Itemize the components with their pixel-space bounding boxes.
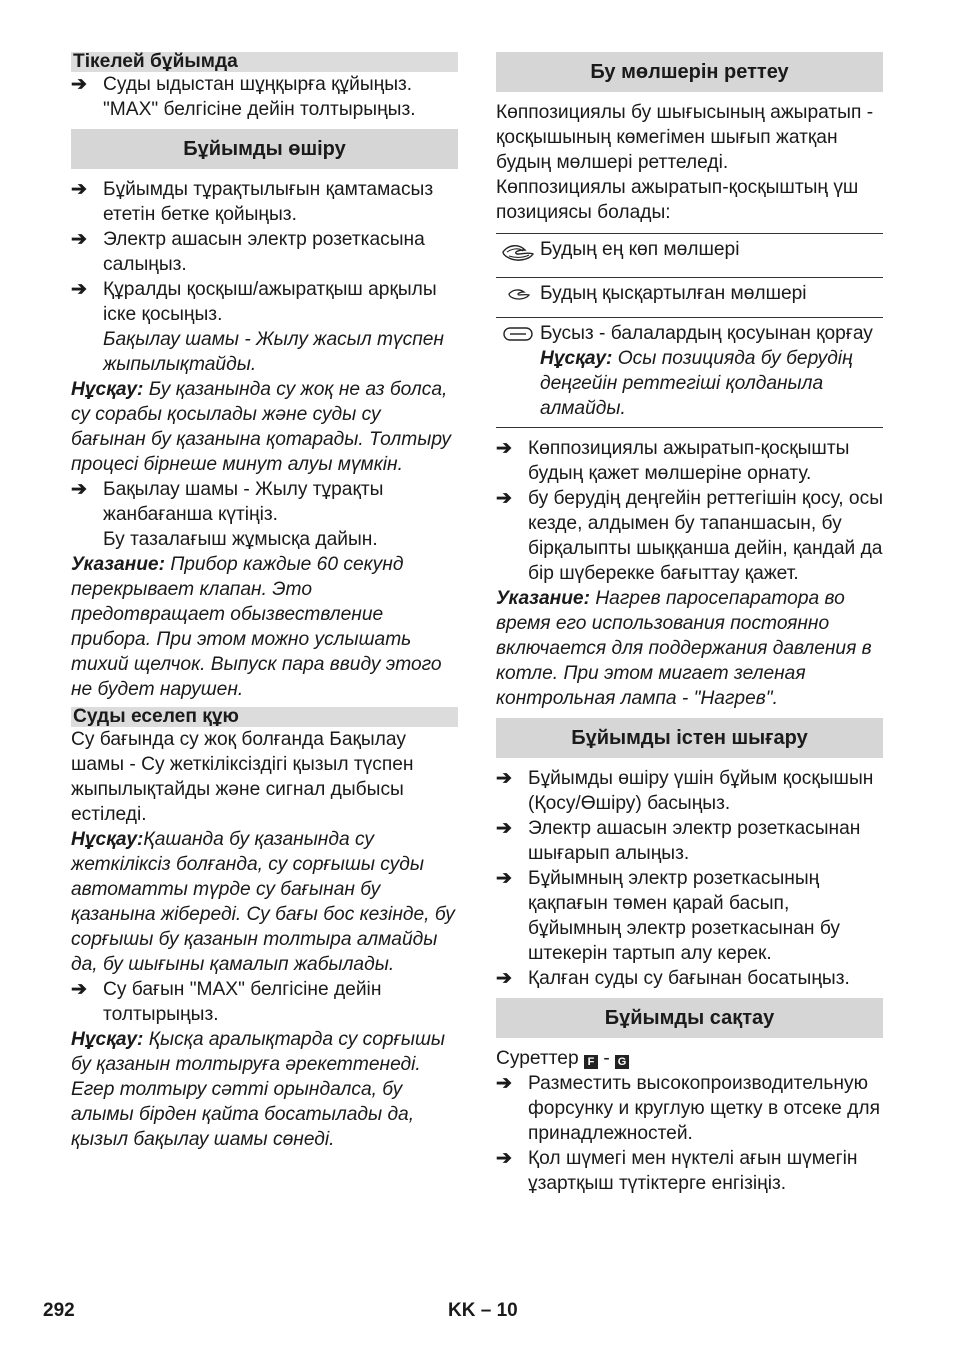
left-column — [71, 52, 458, 1152]
option-note: Нұсқау: Осы позицияда бу берудің деңгейін реттегіші қолданыла алмайды. — [540, 348, 853, 419]
arrow-icon: ➔ — [496, 438, 512, 459]
paragraph: Су бағында су жоқ болғанда Бақылау шамы - Су жеткіліксіздігі қызыл түспен жыпылықтайды және сигнал дыбысы естіледі. — [71, 729, 414, 825]
arrow-icon: ➔ — [71, 179, 87, 200]
table-row — [496, 234, 883, 278]
section-heading-decommission: Бұйымды істен шығару — [496, 718, 883, 758]
figure-f-badge: F — [584, 1055, 598, 1069]
option-label: Бусыз - балалардың қосуынан қорғау — [540, 323, 873, 344]
table-row — [496, 278, 883, 318]
arrow-icon: ➔ — [496, 968, 512, 989]
list-item: ➔ бу берудің деңгейін реттегішін қосу, осы кезде, алдымен бу тапаншасын, бу бірқалыпты шыққанша дейін, қандай да бір шүберекке бағыттау қажет. — [496, 488, 883, 584]
list-item: ➔ Құралды қосқыш/ажыратқыш арқылы іске қосыңыз. — [71, 279, 437, 325]
list-item: ➔ Электр ашасын электр розеткасына салыңыз. — [71, 229, 425, 275]
subheading-direct: Тікелей бұйымда — [71, 52, 458, 72]
section-heading-steam-amount: Бу мөлшерін реттеу — [496, 52, 883, 92]
section-heading-storage: Бұйымды сақтау — [496, 998, 883, 1038]
list-item: ➔ Су бағын "MAX" белгісіне дейін толтырыңыз. — [71, 979, 382, 1025]
child-lock-icon — [501, 324, 535, 351]
paragraph: Көппозициялы ажыратып-қосқыштың үш позициясы болады: — [496, 177, 859, 223]
note-block: Нұсқау:Қашанда бу қазанында су жеткіліксіз болғанда, су сорғышы суды автоматты түрде су бағынан бу қазанына жібереді. Су бағы бос кезінде, бу сорғышы бу қазанын толтыра алмайды да, бу шығыны қамалып жабылады. — [71, 829, 455, 975]
indicator-note: Бақылау шамы - Жылу жасыл түспен жыпылықтайды. — [103, 329, 444, 375]
note-block: Нұсқау: Қысқа аралықтарда су сорғышы бу қазанын толтыруға әрекеттенеді. Егер толтыру сәтті орындалса, бу алымы бірден қайта босатылады да, қызыл бақылау шамы сөнеді. — [71, 1029, 445, 1150]
list-item: ➔ Разместить высокопроизводительную форсунку и круглую щетку в отсеке для принадлежностей. — [496, 1073, 880, 1144]
list-item: ➔ Қалған суды су бағынан босатыңыз. — [496, 968, 850, 989]
page-number: 292 — [43, 1300, 75, 1321]
option-label: Будың қысқартылған мөлшері — [540, 283, 807, 304]
option-label: Будың ең көп мөлшері — [540, 239, 740, 260]
arrow-icon: ➔ — [496, 868, 512, 889]
right-column — [496, 52, 883, 1196]
table-row — [496, 318, 883, 428]
arrow-icon: ➔ — [496, 1148, 512, 1169]
steam-max-icon — [499, 240, 537, 271]
list-item-continuation: Бу тазалағыш жұмысқа дайын. — [103, 529, 378, 550]
paragraph: Көппозициялы бу шығысының ажыратып - қосқышының көмегімен шығып жатқан будың мөлшері реттеледі. — [496, 102, 874, 173]
figure-reference: Суреттер F - G — [496, 1046, 883, 1071]
list-item: ➔ Бақылау шамы - Жылу тұрақты жанбағанша күтіңіз. — [71, 479, 384, 525]
figure-g-badge: G — [615, 1055, 629, 1069]
arrow-icon: ➔ — [71, 279, 87, 300]
steam-reduced-icon — [503, 284, 533, 311]
note-block: Указание: Нагрев паросепаратора во время его использования постоянно включается для поддержания давления в котле. При этом мигает зеленая контрольная лампа - "Нагрев". — [496, 588, 872, 709]
arrow-icon: ➔ — [496, 818, 512, 839]
list-item: ➔ Суды ыдыстан шұңқырға құйыңыз. "MAX" белгісіне дейін толтырыңыз. — [71, 74, 416, 120]
list-item: ➔ Бұйымды тұрақтылығын қамтамасыз ететін бетке қойыңыз. — [71, 179, 434, 225]
note-block: Нұсқау: Бу қазанында су жоқ не аз болса, су сорабы қосылады және суды су бағынан бу қазанына қотарады. Толтыру процесі бірнеше минут алуы мүмкін. — [71, 379, 451, 475]
footer-label: KK – 10 — [448, 1300, 518, 1321]
arrow-icon: ➔ — [496, 488, 512, 509]
list-item: ➔ Бұйымды өшіру үшін бұйым қосқышын (Қосу/Өшіру) басыңыз. — [496, 768, 874, 814]
list-item: ➔ Электр ашасын электр розеткасынан шығарып алыңыз. — [496, 818, 861, 864]
list-item: ➔ Бұйымның электр розеткасының қақпағын төмен қарай басып, бұйымның электр розеткасынан бу штекерін тартып алу керек. — [496, 868, 840, 964]
list-item: ➔ Көппозициялы ажыратып-қосқышты будың қажет мөлшеріне орнату. — [496, 438, 850, 484]
arrow-icon: ➔ — [71, 229, 87, 250]
arrow-icon: ➔ — [71, 979, 87, 1000]
note-block: Указание: Прибор каждые 60 секунд перекрывает клапан. Это предотвращает обызвествление прибора. При этом можно услышать тихий щелчок. Выпуск пара ввиду этого не будет нарушен. — [71, 554, 442, 700]
list-item: ➔ Қол шүмегі мен нүктелі ағын шүмегін ұзартқыш түтіктерге енгізіңіз. — [496, 1148, 858, 1194]
arrow-icon: ➔ — [496, 768, 512, 789]
steam-options-table — [496, 233, 883, 428]
arrow-icon: ➔ — [496, 1073, 512, 1094]
arrow-icon: ➔ — [71, 74, 87, 95]
subheading-refill: Суды еселеп құю — [71, 707, 458, 727]
arrow-icon: ➔ — [71, 479, 87, 500]
section-heading-switch-off: Бұйымды өшіру — [71, 129, 458, 169]
